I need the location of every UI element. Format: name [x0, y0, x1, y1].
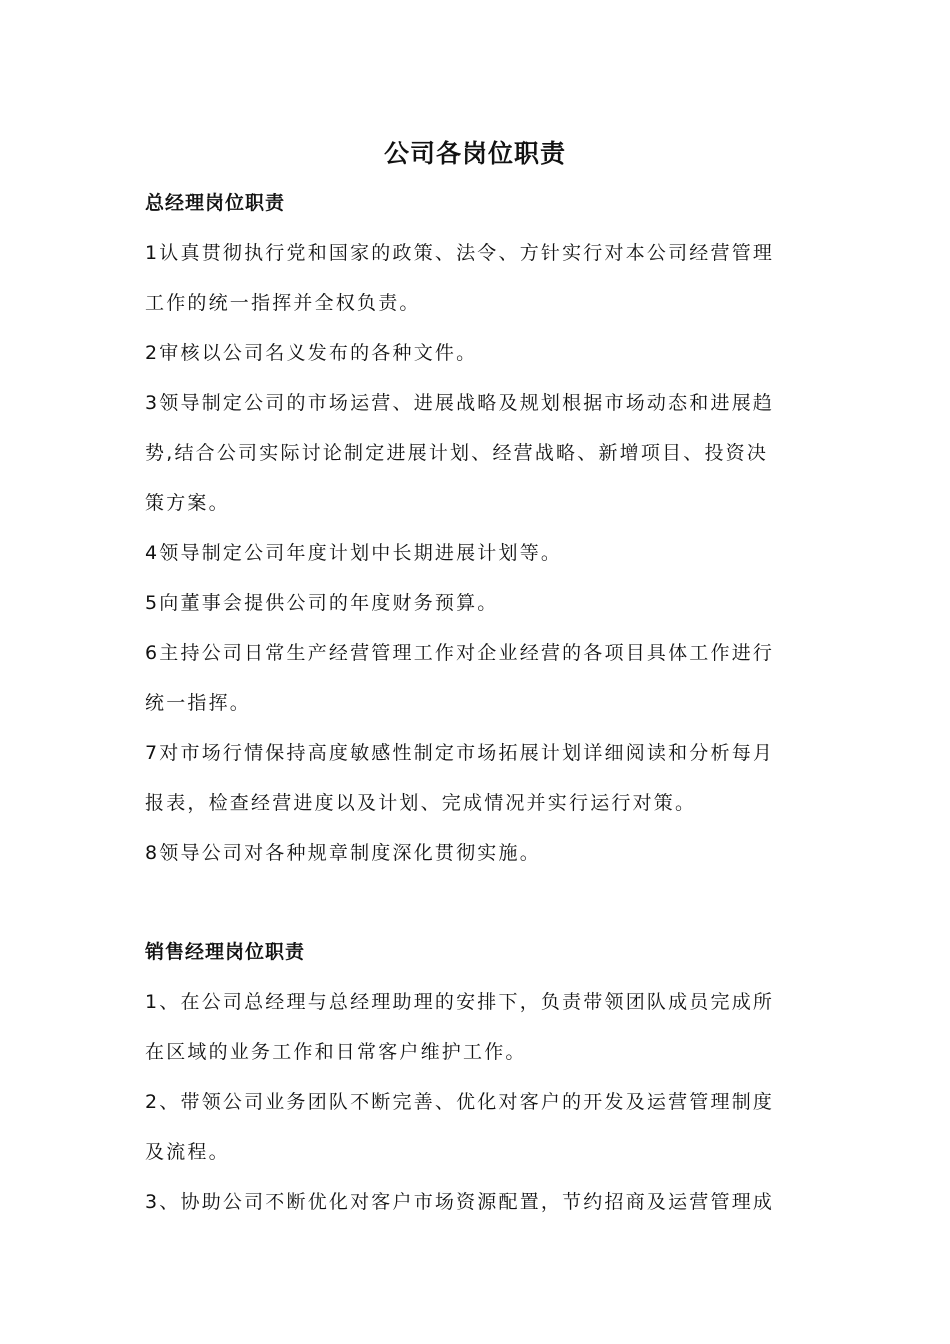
paragraph-line: 3、协助公司不断优化对客户市场资源配置，节约招商及运营管理成 — [145, 1191, 775, 1213]
paragraph-line: 3领导制定公司的市场运营、进展战略及规划根据市场动态和进展趋 — [145, 392, 775, 414]
paragraph-line: 在区域的业务工作和日常客户维护工作。 — [145, 1041, 527, 1063]
section-heading-general-manager: 总经理岗位职责 — [145, 192, 286, 214]
document-title: 公司各岗位职责 — [383, 139, 566, 168]
paragraph-line: 6主持公司日常生产经营管理工作对企业经营的各项目具体工作进行 — [145, 642, 775, 664]
paragraph-line: 统一指挥。 — [145, 692, 252, 714]
paragraph-line: 5向董事会提供公司的年度财务预算。 — [145, 592, 499, 614]
paragraph-line: 工作的统一指挥并全权负责。 — [145, 292, 421, 314]
paragraph-line: 及流程。 — [145, 1141, 230, 1163]
section-heading-sales-manager: 销售经理岗位职责 — [145, 941, 306, 963]
paragraph-line: 4领导制定公司年度计划中长期进展计划等。 — [145, 542, 563, 564]
paragraph-line: 1、在公司总经理与总经理助理的安排下，负责带领团队成员完成所 — [145, 991, 775, 1013]
paragraph-line: 报表，检查经营进度以及计划、完成情况并实行运行对策。 — [145, 792, 697, 814]
paragraph-line: 势,结合公司实际讨论制定进展计划、经营战略、新增项目、投资决 — [145, 442, 769, 464]
paragraph-line: 策方案。 — [145, 492, 230, 514]
paragraph-line: 2、带领公司业务团队不断完善、优化对客户的开发及运营管理制度 — [145, 1091, 775, 1113]
paragraph-line: 1认真贯彻执行党和国家的政策、法令、方针实行对本公司经营管理 — [145, 242, 775, 264]
paragraph-line: 8领导公司对各种规章制度深化贯彻实施。 — [145, 842, 541, 864]
paragraph-line: 2审核以公司名义发布的各种文件。 — [145, 342, 478, 364]
paragraph-line: 7对市场行情保持高度敏感性制定市场拓展计划详细阅读和分析每月 — [145, 742, 775, 764]
